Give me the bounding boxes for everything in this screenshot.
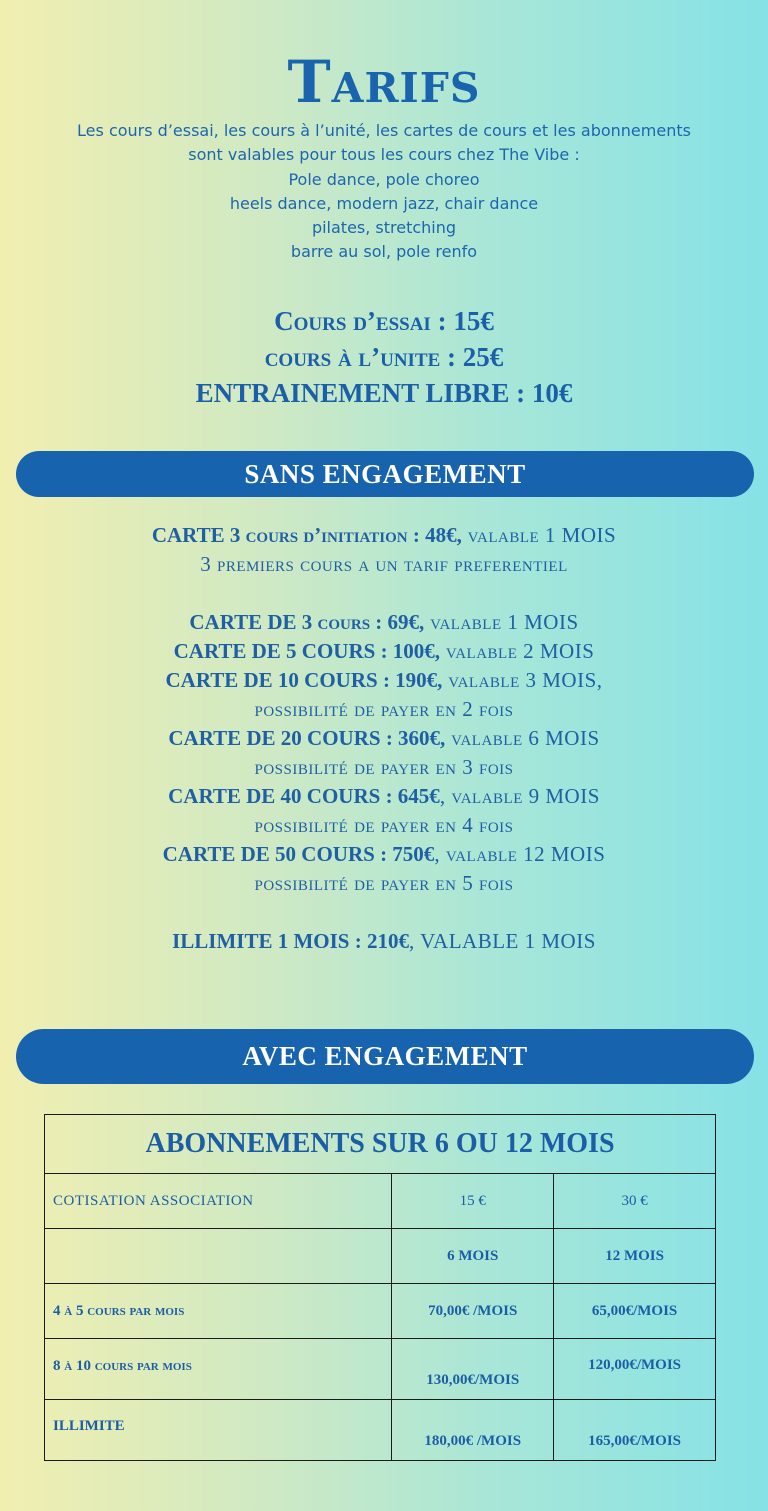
initiation-card	[0, 521, 768, 550]
card-validity: , VALABLE 1 MOIS	[408, 929, 596, 953]
intro-line: pilates, stretching	[311, 218, 457, 238]
cell-value: 15 €	[392, 1174, 554, 1229]
table-row	[45, 1174, 716, 1229]
card-note: possibilité de payer en 2 fois	[254, 697, 514, 721]
price-trial: Cours d’essai : 15€	[274, 306, 494, 336]
single-prices	[0, 303, 768, 411]
card-note: possibilité de payer en 5 fois	[254, 871, 514, 895]
section-header-avec-engagement: AVEC ENGAGEMENT	[16, 1029, 754, 1084]
card-validity: valable 2 MOIS	[440, 639, 595, 663]
empty-cell	[45, 1229, 392, 1284]
card-title: CARTE 3 cours d’initiation : 48€,	[151, 523, 462, 547]
table-title: ABONNEMENTS SUR 6 OU 12 MOIS	[45, 1115, 716, 1174]
card-item	[0, 840, 768, 869]
price-free-training: ENTRAINEMENT LIBRE : 10€	[195, 378, 573, 408]
row-label: ILLIMITE	[45, 1400, 392, 1461]
card-note: possibilité de payer en 3 fois	[254, 755, 514, 779]
table-row	[45, 1284, 716, 1339]
card-validity: valable 6 MOIS	[445, 726, 600, 750]
sans-engagement-list	[0, 521, 768, 956]
intro-line: sont valables pour tous les cours chez The Vibe :	[188, 145, 580, 165]
price-single-class: cours à l’unite : 25€	[264, 342, 504, 372]
card-title: CARTE DE 20 COURS : 360€,	[168, 726, 446, 750]
card-validity: valable 1 MOIS	[461, 523, 617, 547]
card-title: CARTE DE 10 COURS : 190€,	[165, 668, 443, 692]
card-item	[0, 608, 768, 637]
intro-line: barre au sol, pole renfo	[290, 242, 478, 262]
cell-value: 130,00€/MOIS	[392, 1339, 554, 1400]
card-title: CARTE DE 50 COURS : 750€	[162, 842, 435, 866]
intro-text	[0, 119, 768, 265]
row-label: 8 à 10 cours par mois	[45, 1339, 392, 1400]
intro-line: heels dance, modern jazz, chair dance	[229, 193, 539, 213]
card-validity: valable 3 MOIS,	[442, 668, 603, 692]
cell-value: 30 €	[554, 1174, 716, 1229]
card-note: 3 premiers cours a un tarif preferentiel	[200, 552, 568, 576]
cell-value: 70,00€ /MOIS	[392, 1284, 554, 1339]
cell-value: 65,00€/MOIS	[554, 1284, 716, 1339]
card-note: possibilité de payer en 4 fois	[254, 813, 514, 837]
cell-value: 165,00€/MOIS	[554, 1400, 716, 1461]
card-item	[0, 637, 768, 666]
card-item	[0, 782, 768, 811]
table-row	[45, 1400, 716, 1461]
card-validity: , valable 12 MOIS	[434, 842, 606, 866]
table-header-row	[45, 1229, 716, 1284]
card-validity: valable 1 MOIS	[424, 610, 579, 634]
intro-line: Les cours d’essai, les cours à l’unité, les cartes de cours et les abonnements	[77, 121, 691, 140]
row-label: COTISATION ASSOCIATION	[45, 1174, 392, 1229]
cell-value: 120,00€/MOIS	[554, 1339, 716, 1400]
card-title: ILLIMITE 1 MOIS : 210€	[172, 929, 409, 953]
unlimited-month	[0, 927, 768, 956]
card-item	[0, 666, 768, 695]
page-title: Tarifs	[287, 48, 481, 116]
table-row	[45, 1339, 716, 1400]
cell-value: 180,00€ /MOIS	[392, 1400, 554, 1461]
column-header: 12 MOIS	[554, 1229, 716, 1284]
column-header: 6 MOIS	[392, 1229, 554, 1284]
card-title: CARTE DE 3 cours : 69€,	[189, 610, 425, 634]
section-header-sans-engagement: SANS ENGAGEMENT	[16, 451, 754, 497]
subscriptions-table	[44, 1114, 716, 1461]
card-validity: , valable 9 MOIS	[439, 784, 600, 808]
card-title: CARTE DE 5 COURS : 100€,	[173, 639, 441, 663]
card-title: CARTE DE 40 COURS : 645€	[168, 784, 440, 808]
card-item	[0, 724, 768, 753]
intro-line: Pole dance, pole choreo	[288, 169, 480, 189]
row-label: 4 à 5 cours par mois	[45, 1284, 392, 1339]
